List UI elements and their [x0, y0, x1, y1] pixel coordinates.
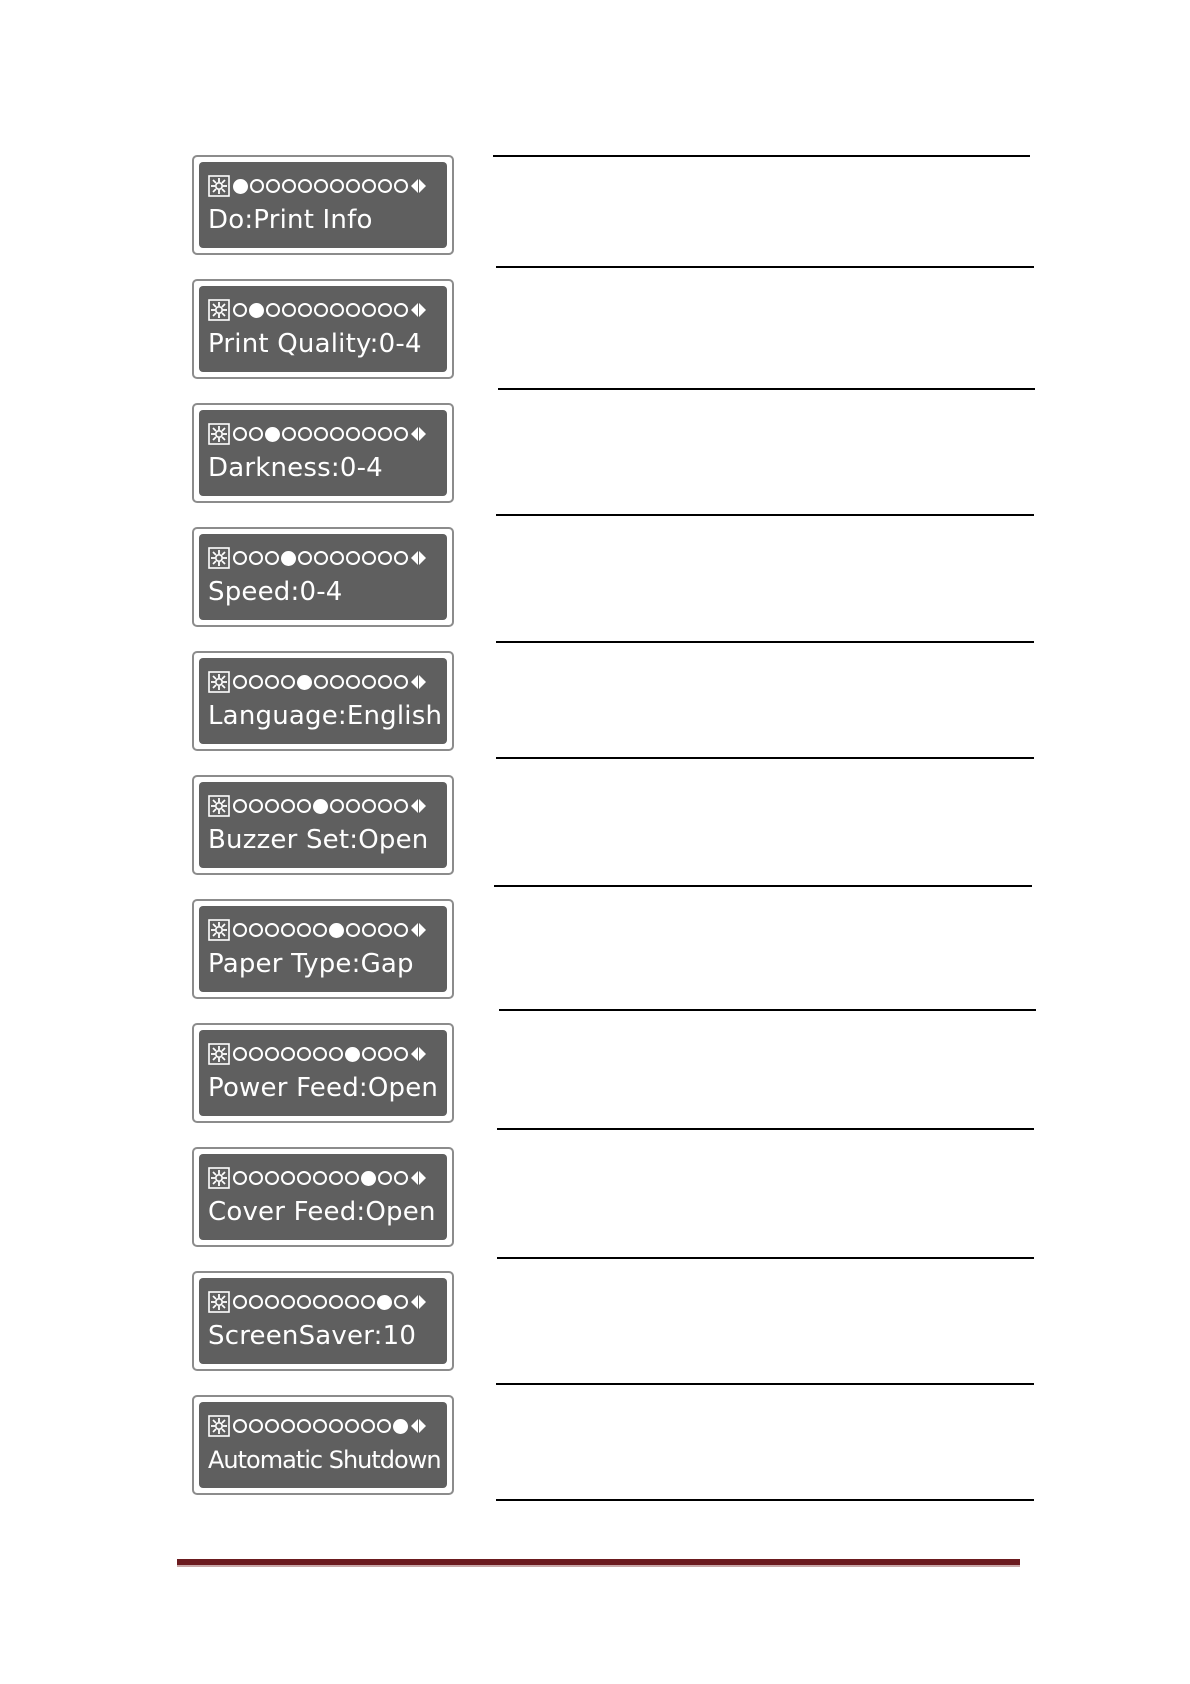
- position-dots: [233, 799, 410, 814]
- inactive-dot: [330, 179, 344, 193]
- right-arrow-icon: [419, 799, 426, 813]
- blank-line: [496, 757, 1034, 759]
- lcd-screen: [199, 1030, 447, 1116]
- inactive-dot: [249, 675, 263, 689]
- menu-position-indicator: [208, 914, 439, 946]
- right-arrow-icon: [419, 675, 426, 689]
- inactive-dot: [249, 1419, 263, 1433]
- lcd-screen: [199, 1402, 447, 1488]
- lcd-screen: [199, 410, 447, 496]
- inactive-dot: [362, 427, 376, 441]
- inactive-dot: [249, 551, 263, 565]
- inactive-dot: [282, 179, 296, 193]
- inactive-dot: [282, 303, 296, 317]
- inactive-dot: [314, 551, 328, 565]
- inactive-dot: [362, 799, 376, 813]
- left-right-arrows-icon: [411, 179, 426, 193]
- inactive-dot: [249, 1047, 263, 1061]
- menu-item-label: Cover Feed:Open: [208, 1197, 436, 1227]
- inactive-dot: [394, 675, 408, 689]
- gear-icon: [208, 299, 230, 321]
- active-dot: [249, 303, 264, 318]
- inactive-dot: [361, 1419, 375, 1433]
- menu-item-label: Paper Type:Gap: [208, 949, 414, 979]
- inactive-dot: [282, 427, 296, 441]
- position-dots: [233, 551, 410, 566]
- menu-item-label: Do:Print Info: [208, 205, 373, 235]
- inactive-dot: [346, 179, 360, 193]
- left-arrow-icon: [411, 1047, 418, 1061]
- gear-icon: [208, 175, 230, 197]
- inactive-dot: [265, 1295, 279, 1309]
- blank-line: [496, 1383, 1034, 1385]
- gear-icon: [208, 423, 230, 445]
- gear-icon: [208, 1167, 230, 1189]
- menu-position-indicator: [208, 790, 439, 822]
- inactive-dot: [233, 1047, 247, 1061]
- inactive-dot: [314, 303, 328, 317]
- inactive-dot: [266, 303, 280, 317]
- inactive-dot: [249, 923, 263, 937]
- inactive-dot: [362, 179, 376, 193]
- inactive-dot: [281, 923, 295, 937]
- inactive-dot: [233, 1419, 247, 1433]
- right-arrow-icon: [419, 303, 426, 317]
- menu-position-indicator: [208, 418, 439, 450]
- inactive-dot: [378, 1171, 392, 1185]
- left-arrow-icon: [411, 551, 418, 565]
- inactive-dot: [233, 675, 247, 689]
- blank-line: [496, 1499, 1034, 1501]
- inactive-dot: [281, 1171, 295, 1185]
- inactive-dot: [265, 799, 279, 813]
- menu-item-label: Darkness:0-4: [208, 453, 383, 483]
- inactive-dot: [345, 1171, 359, 1185]
- left-right-arrows-icon: [411, 303, 426, 317]
- menu-item-label: Buzzer Set:Open: [208, 825, 429, 855]
- position-dots: [233, 303, 410, 318]
- active-dot: [329, 923, 344, 938]
- lcd-screen: [199, 534, 447, 620]
- inactive-dot: [330, 427, 344, 441]
- left-arrow-icon: [411, 303, 418, 317]
- inactive-dot: [378, 1047, 392, 1061]
- blank-line: [497, 1128, 1034, 1130]
- inactive-dot: [233, 923, 247, 937]
- inactive-dot: [394, 1295, 408, 1309]
- inactive-dot: [346, 551, 360, 565]
- lcd-panel: [192, 279, 454, 379]
- right-arrow-icon: [419, 1295, 426, 1309]
- lcd-panel: [192, 899, 454, 999]
- inactive-dot: [298, 427, 312, 441]
- inactive-dot: [394, 551, 408, 565]
- inactive-dot: [281, 1419, 295, 1433]
- inactive-dot: [265, 1047, 279, 1061]
- inactive-dot: [377, 1419, 391, 1433]
- position-dots: [233, 1171, 410, 1186]
- inactive-dot: [329, 1295, 343, 1309]
- lcd-panel: [192, 1271, 454, 1371]
- active-dot: [393, 1419, 408, 1434]
- inactive-dot: [346, 923, 360, 937]
- inactive-dot: [378, 179, 392, 193]
- inactive-dot: [233, 427, 247, 441]
- blank-line: [496, 266, 1034, 268]
- menu-item-label: Language:English: [208, 701, 443, 731]
- gear-icon: [208, 1415, 230, 1437]
- inactive-dot: [281, 1295, 295, 1309]
- right-arrow-icon: [419, 551, 426, 565]
- inactive-dot: [361, 1295, 375, 1309]
- inactive-dot: [394, 427, 408, 441]
- inactive-dot: [313, 1295, 327, 1309]
- footer-bar-shadow: [177, 1565, 1020, 1567]
- inactive-dot: [394, 179, 408, 193]
- lcd-panel: [192, 651, 454, 751]
- inactive-dot: [346, 799, 360, 813]
- inactive-dot: [362, 923, 376, 937]
- position-dots: [233, 427, 410, 442]
- left-right-arrows-icon: [411, 1047, 426, 1061]
- inactive-dot: [233, 303, 247, 317]
- inactive-dot: [249, 1171, 263, 1185]
- lcd-screen: [199, 658, 447, 744]
- left-right-arrows-icon: [411, 675, 426, 689]
- inactive-dot: [314, 179, 328, 193]
- lcd-panel: [192, 527, 454, 627]
- inactive-dot: [378, 303, 392, 317]
- inactive-dot: [313, 1419, 327, 1433]
- menu-item-label: ScreenSaver:10: [208, 1321, 417, 1351]
- inactive-dot: [281, 1047, 295, 1061]
- inactive-dot: [297, 923, 311, 937]
- lcd-panel: [192, 155, 454, 255]
- menu-item-label: Speed:0-4: [208, 577, 343, 607]
- left-arrow-icon: [411, 1419, 418, 1433]
- inactive-dot: [265, 923, 279, 937]
- position-dots: [233, 1419, 410, 1434]
- inactive-dot: [233, 1295, 247, 1309]
- inactive-dot: [233, 799, 247, 813]
- lcd-screen: [199, 1278, 447, 1364]
- inactive-dot: [345, 1295, 359, 1309]
- gear-icon: [208, 1043, 230, 1065]
- left-arrow-icon: [411, 427, 418, 441]
- blank-line: [497, 1257, 1034, 1259]
- inactive-dot: [394, 1171, 408, 1185]
- inactive-dot: [249, 427, 263, 441]
- right-arrow-icon: [419, 1171, 426, 1185]
- inactive-dot: [314, 675, 328, 689]
- menu-item-label: Print Quality:0-4: [208, 329, 422, 359]
- blank-line: [498, 388, 1035, 390]
- inactive-dot: [378, 551, 392, 565]
- left-right-arrows-icon: [411, 923, 426, 937]
- lcd-screen: [199, 286, 447, 372]
- inactive-dot: [345, 1419, 359, 1433]
- inactive-dot: [233, 551, 247, 565]
- inactive-dot: [298, 179, 312, 193]
- position-dots: [233, 1047, 410, 1062]
- inactive-dot: [281, 675, 295, 689]
- inactive-dot: [265, 1419, 279, 1433]
- left-right-arrows-icon: [411, 799, 426, 813]
- active-dot: [281, 551, 296, 566]
- inactive-dot: [297, 1295, 311, 1309]
- blank-line: [493, 155, 1030, 157]
- active-dot: [313, 799, 328, 814]
- menu-position-indicator: [208, 542, 439, 574]
- inactive-dot: [281, 799, 295, 813]
- inactive-dot: [265, 675, 279, 689]
- blank-line: [496, 514, 1034, 516]
- left-arrow-icon: [411, 1171, 418, 1185]
- inactive-dot: [378, 799, 392, 813]
- lcd-panel: [192, 1023, 454, 1123]
- gear-icon: [208, 671, 230, 693]
- inactive-dot: [330, 799, 344, 813]
- inactive-dot: [346, 675, 360, 689]
- lcd-screen: [199, 162, 447, 248]
- menu-position-indicator: [208, 1286, 439, 1318]
- inactive-dot: [297, 1047, 311, 1061]
- lcd-screen: [199, 782, 447, 868]
- inactive-dot: [330, 675, 344, 689]
- inactive-dot: [297, 1171, 311, 1185]
- gear-icon: [208, 547, 230, 569]
- inactive-dot: [249, 1295, 263, 1309]
- inactive-dot: [265, 1171, 279, 1185]
- inactive-dot: [329, 1171, 343, 1185]
- blank-line: [499, 1009, 1036, 1011]
- gear-icon: [208, 795, 230, 817]
- inactive-dot: [394, 1047, 408, 1061]
- lcd-screen: [199, 906, 447, 992]
- blank-line: [494, 885, 1032, 887]
- inactive-dot: [233, 1171, 247, 1185]
- left-arrow-icon: [411, 799, 418, 813]
- inactive-dot: [378, 675, 392, 689]
- menu-position-indicator: [208, 1162, 439, 1194]
- inactive-dot: [394, 303, 408, 317]
- left-right-arrows-icon: [411, 1171, 426, 1185]
- position-dots: [233, 179, 410, 194]
- inactive-dot: [250, 179, 264, 193]
- menu-item-label: Power Feed:Open: [208, 1073, 439, 1103]
- right-arrow-icon: [419, 1419, 426, 1433]
- inactive-dot: [378, 923, 392, 937]
- left-arrow-icon: [411, 179, 418, 193]
- inactive-dot: [394, 923, 408, 937]
- lcd-screen: [199, 1154, 447, 1240]
- position-dots: [233, 675, 410, 690]
- active-dot: [345, 1047, 360, 1062]
- active-dot: [377, 1295, 392, 1310]
- gear-icon: [208, 919, 230, 941]
- inactive-dot: [314, 427, 328, 441]
- inactive-dot: [297, 1419, 311, 1433]
- inactive-dot: [298, 551, 312, 565]
- left-right-arrows-icon: [411, 1419, 426, 1433]
- inactive-dot: [330, 551, 344, 565]
- inactive-dot: [362, 1047, 376, 1061]
- position-dots: [233, 1295, 410, 1310]
- active-dot: [233, 179, 248, 194]
- menu-position-indicator: [208, 666, 439, 698]
- menu-position-indicator: [208, 1410, 439, 1442]
- left-arrow-icon: [411, 923, 418, 937]
- gear-icon: [208, 1291, 230, 1313]
- inactive-dot: [329, 1047, 343, 1061]
- inactive-dot: [346, 427, 360, 441]
- active-dot: [297, 675, 312, 690]
- inactive-dot: [362, 551, 376, 565]
- inactive-dot: [313, 923, 327, 937]
- menu-position-indicator: [208, 170, 439, 202]
- lcd-panel: [192, 1147, 454, 1247]
- right-arrow-icon: [419, 427, 426, 441]
- left-arrow-icon: [411, 1295, 418, 1309]
- lcd-panel: [192, 403, 454, 503]
- inactive-dot: [266, 179, 280, 193]
- active-dot: [361, 1171, 376, 1186]
- left-arrow-icon: [411, 675, 418, 689]
- inactive-dot: [378, 427, 392, 441]
- lcd-panel: [192, 775, 454, 875]
- left-right-arrows-icon: [411, 427, 426, 441]
- right-arrow-icon: [419, 923, 426, 937]
- left-right-arrows-icon: [411, 1295, 426, 1309]
- blank-line: [496, 641, 1034, 643]
- right-arrow-icon: [419, 1047, 426, 1061]
- lcd-panel: [192, 1395, 454, 1495]
- position-dots: [233, 923, 410, 938]
- inactive-dot: [313, 1171, 327, 1185]
- left-right-arrows-icon: [411, 551, 426, 565]
- active-dot: [265, 427, 280, 442]
- inactive-dot: [362, 675, 376, 689]
- inactive-dot: [346, 303, 360, 317]
- inactive-dot: [297, 799, 311, 813]
- inactive-dot: [313, 1047, 327, 1061]
- inactive-dot: [330, 303, 344, 317]
- inactive-dot: [362, 303, 376, 317]
- inactive-dot: [329, 1419, 343, 1433]
- menu-position-indicator: [208, 1038, 439, 1070]
- inactive-dot: [394, 799, 408, 813]
- inactive-dot: [298, 303, 312, 317]
- inactive-dot: [249, 799, 263, 813]
- menu-position-indicator: [208, 294, 439, 326]
- inactive-dot: [265, 551, 279, 565]
- menu-item-label: Automatic Shutdown: [208, 1446, 441, 1474]
- right-arrow-icon: [419, 179, 426, 193]
